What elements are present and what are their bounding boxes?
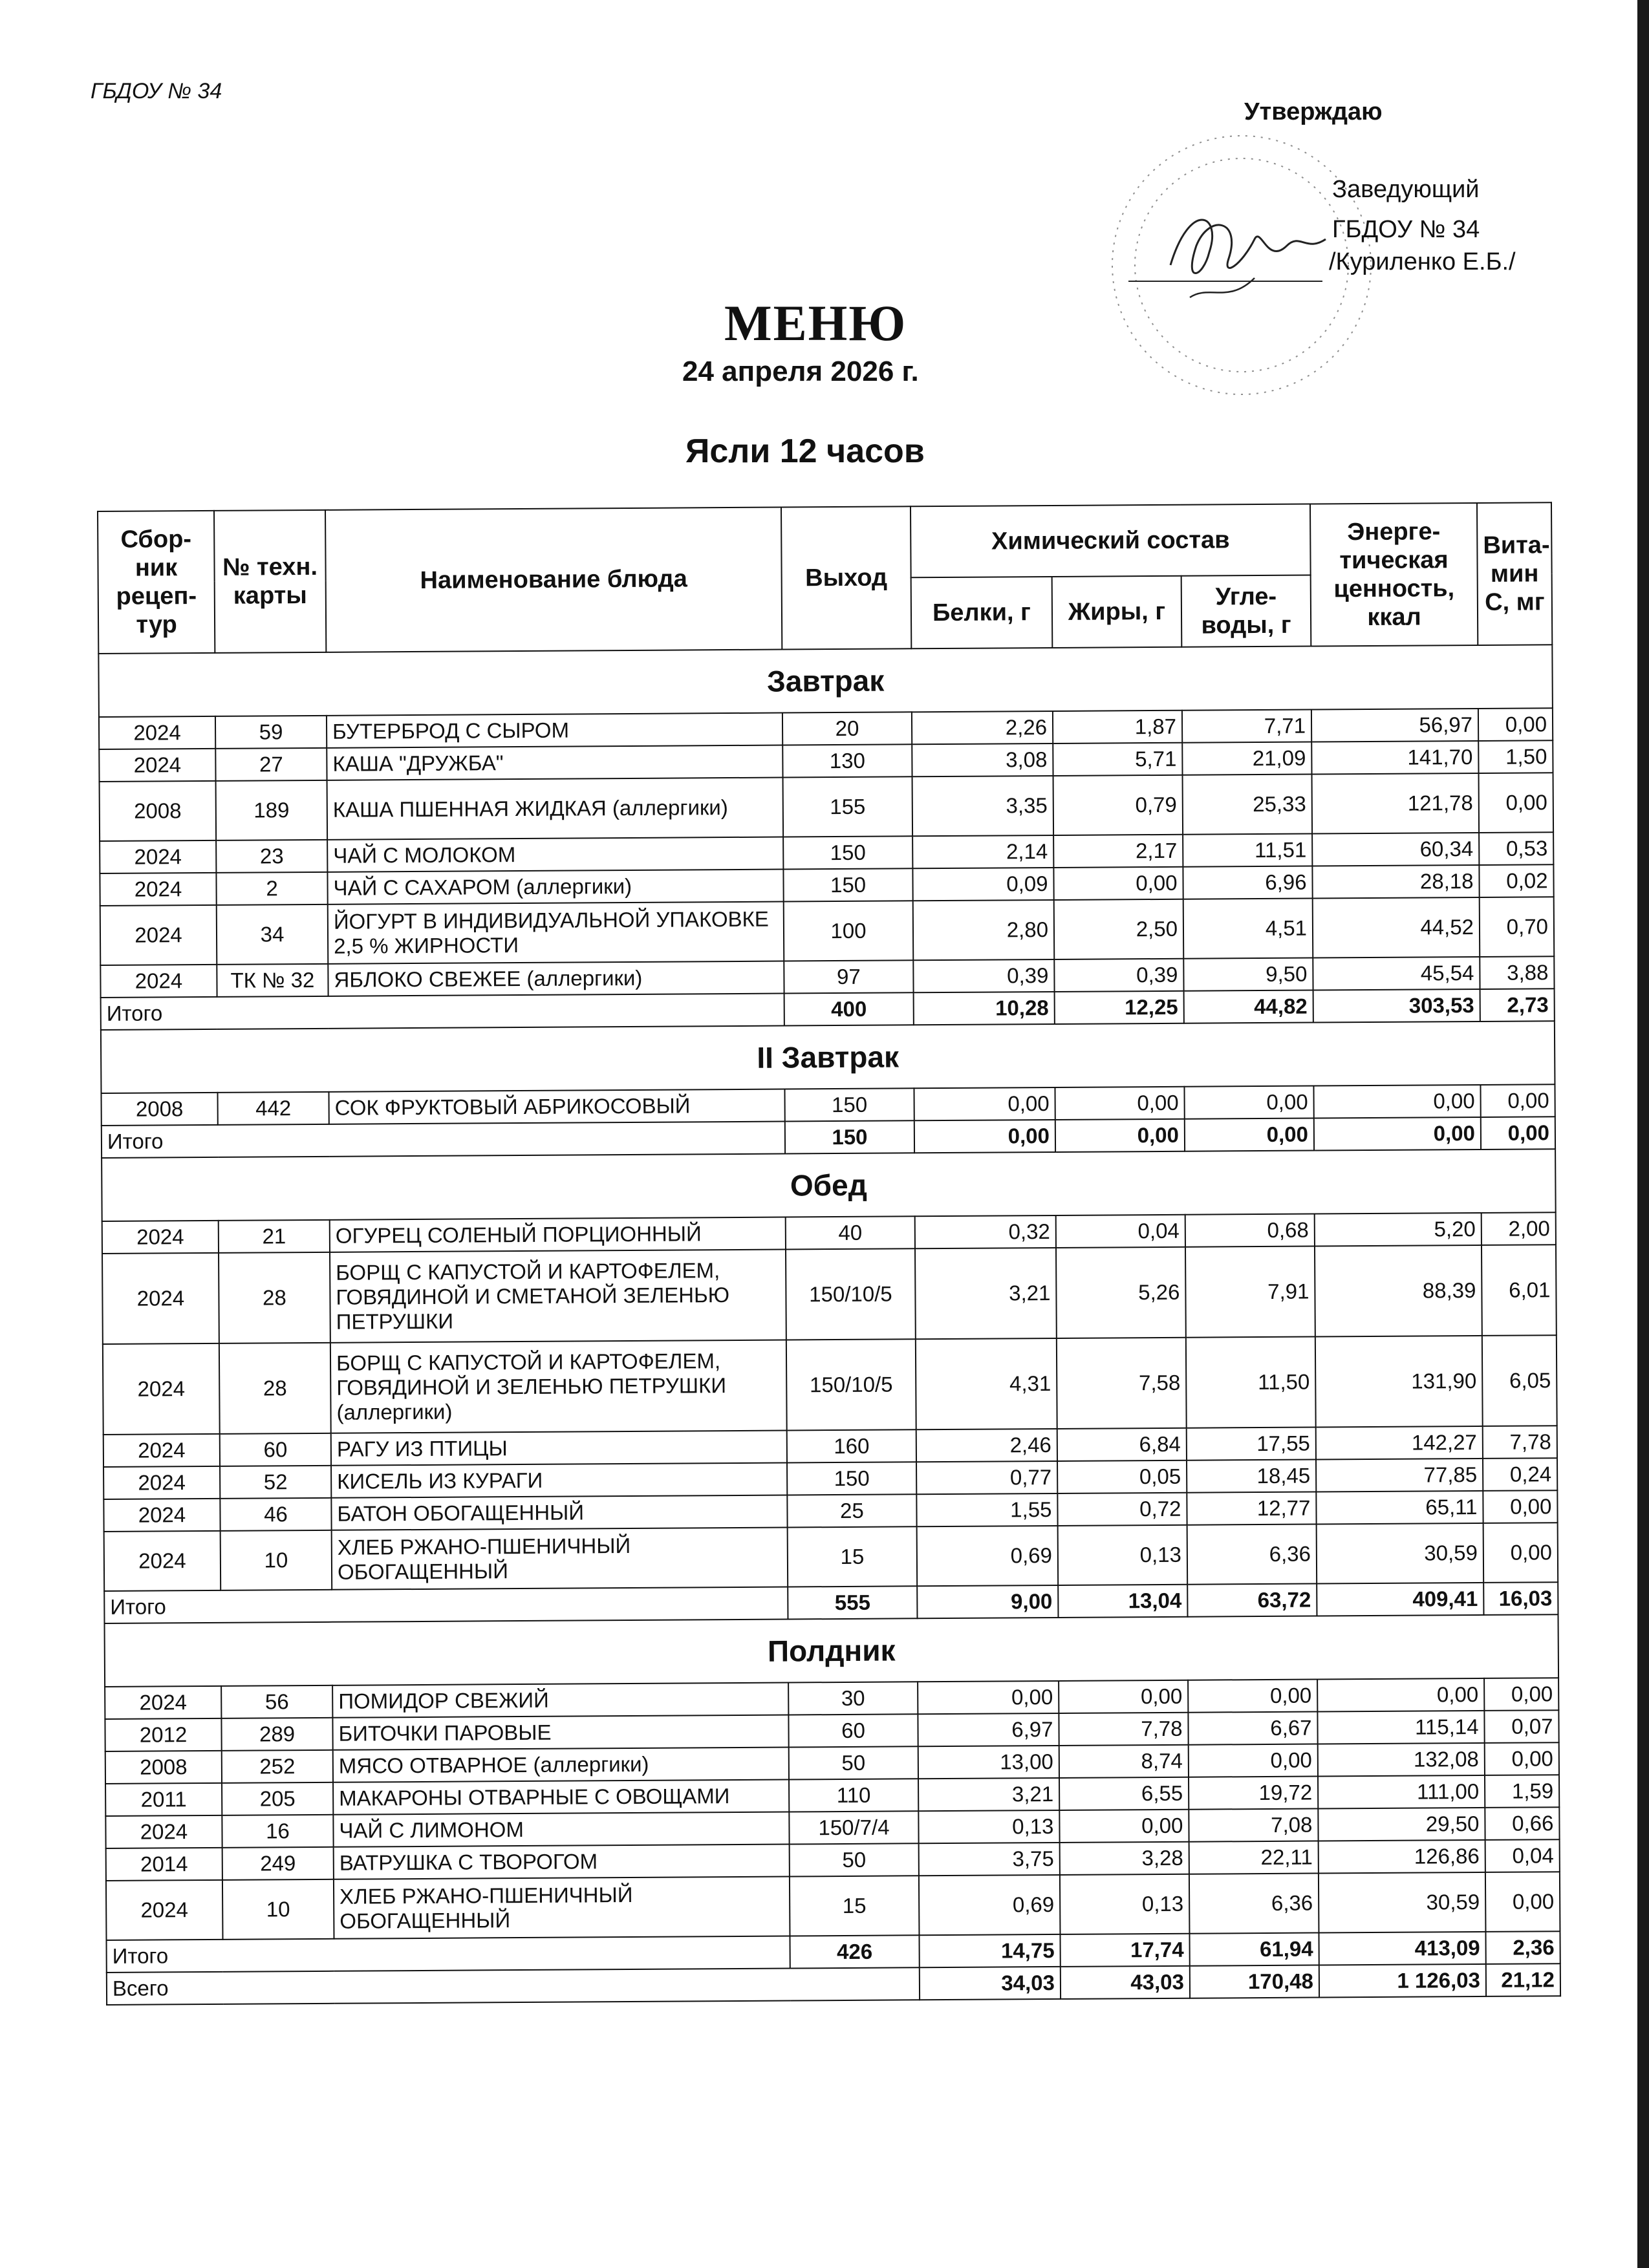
protein-cell: 0,77 xyxy=(916,1461,1057,1494)
output-cell: 130 xyxy=(782,744,912,777)
output-cell: 20 xyxy=(782,712,912,745)
carbs-cell: 0,00 xyxy=(1188,1680,1317,1713)
total-output: 400 xyxy=(784,992,914,1025)
carbs-cell: 0,68 xyxy=(1185,1214,1315,1247)
carbs-cell: 9,50 xyxy=(1183,958,1313,991)
output-cell: 25 xyxy=(787,1494,916,1527)
energy-cell: 142,27 xyxy=(1316,1426,1483,1460)
vitamin-c-cell: 2,00 xyxy=(1482,1212,1556,1245)
energy-cell: 60,34 xyxy=(1312,833,1479,866)
section-title: Полдник xyxy=(105,1614,1559,1687)
tech-card-cell: 27 xyxy=(215,748,327,781)
output-cell: 150/10/5 xyxy=(786,1339,916,1430)
energy-cell: 30,59 xyxy=(1319,1872,1486,1933)
carbs-cell: 11,51 xyxy=(1183,834,1312,867)
output-cell: 150 xyxy=(783,836,912,869)
collection-cell: 2014 xyxy=(106,1848,222,1881)
output-cell: 160 xyxy=(787,1429,916,1462)
energy-cell: 28,18 xyxy=(1312,865,1479,899)
collection-cell: 2024 xyxy=(105,1686,221,1719)
dish-name-cell: БОРЩ С КАПУСТОЙ И КАРТОФЕЛЕМ, ГОВЯДИНОЙ И СМЕТАНОЙ ЗЕЛЕНЬЮ ПЕТРУШКИ xyxy=(330,1250,786,1343)
scan-edge xyxy=(1637,0,1649,2268)
tech-card-cell: 56 xyxy=(221,1685,332,1718)
total-output: 555 xyxy=(788,1586,917,1619)
collection-cell: 2024 xyxy=(102,1253,219,1344)
col-fat: Жиры, г xyxy=(1052,576,1182,648)
total-vitamin-c: 2,73 xyxy=(1480,989,1555,1022)
protein-cell: 0,69 xyxy=(917,1526,1059,1586)
table-row xyxy=(103,1335,1557,1435)
dish-name-cell: ЧАЙ С ЛИМОНОМ xyxy=(333,1812,789,1846)
collection-cell: 2011 xyxy=(105,1783,222,1816)
tech-card-cell: 16 xyxy=(222,1815,333,1848)
vitamin-c-cell: 0,53 xyxy=(1479,832,1553,865)
section-header xyxy=(98,645,1553,717)
total-protein: 14,75 xyxy=(919,1934,1060,1967)
energy-cell: 132,08 xyxy=(1318,1743,1485,1777)
vitamin-c-cell: 0,04 xyxy=(1485,1839,1560,1872)
total-fat: 12,25 xyxy=(1055,991,1184,1024)
fat-cell: 0,04 xyxy=(1056,1215,1185,1248)
table-row xyxy=(100,773,1554,841)
carbs-cell: 7,91 xyxy=(1185,1246,1315,1338)
output-cell: 150/7/4 xyxy=(789,1811,918,1844)
protein-cell: 3,21 xyxy=(915,1248,1057,1339)
collection-cell: 2008 xyxy=(102,1093,218,1126)
col-vitamin-c: Вита- мин С, мг xyxy=(1477,502,1552,645)
collection-cell: 2024 xyxy=(100,873,216,906)
collection-cell: 2024 xyxy=(103,1466,220,1499)
energy-cell: 141,70 xyxy=(1311,741,1478,775)
fat-cell: 7,58 xyxy=(1057,1338,1187,1429)
protein-cell: 0,39 xyxy=(913,959,1054,992)
dish-name-cell: ЧАЙ С МОЛОКОМ xyxy=(327,837,783,872)
total-energy: 0,00 xyxy=(1314,1117,1481,1151)
vitamin-c-cell: 0,02 xyxy=(1479,864,1553,897)
output-cell: 40 xyxy=(786,1216,915,1249)
collection-cell: 2024 xyxy=(99,749,215,782)
energy-cell: 115,14 xyxy=(1317,1711,1484,1744)
carbs-cell: 19,72 xyxy=(1189,1777,1318,1810)
collection-cell: 2024 xyxy=(106,1880,223,1940)
vitamin-c-cell: 0,00 xyxy=(1485,1872,1560,1932)
vitamin-c-cell: 6,05 xyxy=(1482,1335,1557,1426)
collection-cell: 2024 xyxy=(103,1343,220,1435)
energy-cell: 65,11 xyxy=(1316,1491,1483,1524)
output-cell: 30 xyxy=(788,1682,918,1715)
vitamin-c-cell: 6,01 xyxy=(1482,1245,1557,1336)
carbs-cell: 6,36 xyxy=(1187,1524,1317,1585)
vitamin-c-cell: 1,50 xyxy=(1478,740,1553,773)
collection-cell: 2024 xyxy=(103,1434,220,1467)
section-title: Обед xyxy=(102,1149,1556,1221)
vitamin-c-cell: 0,00 xyxy=(1480,1084,1555,1117)
tech-card-cell: 10 xyxy=(221,1530,332,1590)
dish-name-cell: КИСЕЛЬ ИЗ КУРАГИ xyxy=(331,1463,787,1498)
energy-cell: 88,39 xyxy=(1315,1245,1482,1337)
fat-cell: 0,00 xyxy=(1059,1810,1189,1843)
vitamin-c-cell: 0,66 xyxy=(1485,1807,1559,1840)
total-energy: 413,09 xyxy=(1319,1932,1485,1965)
total-carbs: 63,72 xyxy=(1187,1584,1317,1617)
protein-cell: 0,09 xyxy=(912,868,1053,901)
tech-card-cell: 52 xyxy=(220,1466,331,1499)
dish-name-cell: БУТЕРБРОД С СЫРОМ xyxy=(327,713,782,748)
doc-subtitle: Ясли 12 часов xyxy=(685,433,925,470)
carbs-cell: 0,00 xyxy=(1184,1086,1313,1119)
fat-cell: 7,78 xyxy=(1059,1713,1188,1746)
table-row xyxy=(106,1872,1560,1940)
fat-cell: 8,74 xyxy=(1059,1745,1189,1778)
carbs-cell: 4,51 xyxy=(1183,899,1313,959)
total-carbs: 61,94 xyxy=(1189,1932,1319,1965)
total-protein: 0,00 xyxy=(914,1120,1055,1153)
table-row xyxy=(102,1245,1557,1344)
collection-cell: 2008 xyxy=(105,1751,222,1784)
col-dish-name: Наименование блюда xyxy=(325,508,782,652)
vitamin-c-cell: 0,00 xyxy=(1483,1490,1557,1523)
table-row xyxy=(100,897,1555,965)
energy-cell: 44,52 xyxy=(1313,897,1480,958)
total-carbs: 44,82 xyxy=(1184,990,1313,1023)
fat-cell: 0,05 xyxy=(1057,1460,1187,1493)
output-cell: 155 xyxy=(783,776,913,837)
energy-cell: 121,78 xyxy=(1312,773,1480,834)
dish-name-cell: БИТОЧКИ ПАРОВЫЕ xyxy=(332,1715,788,1750)
doc-title: МЕНЮ xyxy=(724,295,907,351)
fat-cell: 5,71 xyxy=(1053,743,1182,776)
total-energy: 303,53 xyxy=(1313,989,1480,1023)
output-cell: 60 xyxy=(788,1714,918,1747)
collection-cell: 2024 xyxy=(99,716,215,749)
tech-card-cell: 252 xyxy=(222,1750,333,1783)
dish-name-cell: ВАТРУШКА С ТВОРОГОМ xyxy=(334,1844,790,1879)
fat-cell: 2,50 xyxy=(1054,899,1184,959)
output-cell: 150 xyxy=(783,868,912,901)
grand-total-vitamin-c: 21,12 xyxy=(1486,1963,1560,1996)
energy-cell: 5,20 xyxy=(1315,1213,1482,1246)
vitamin-c-cell: 0,00 xyxy=(1484,1678,1558,1711)
carbs-cell: 12,77 xyxy=(1187,1492,1316,1525)
dish-name-cell: КАША "ДРУЖБА" xyxy=(327,745,782,780)
protein-cell: 0,13 xyxy=(918,1810,1059,1843)
protein-cell: 1,55 xyxy=(916,1493,1057,1526)
collection-cell: 2024 xyxy=(104,1531,221,1591)
collection-cell: 2024 xyxy=(105,1815,222,1848)
vitamin-c-cell: 7,78 xyxy=(1483,1426,1557,1459)
protein-cell: 3,21 xyxy=(918,1778,1059,1811)
dish-name-cell: ОГУРЕЦ СОЛЕНЫЙ ПОРЦИОННЫЙ xyxy=(330,1217,786,1252)
section-title: II Завтрак xyxy=(101,1021,1555,1093)
energy-cell: 77,85 xyxy=(1316,1459,1483,1492)
fat-cell: 3,28 xyxy=(1060,1842,1189,1875)
total-vitamin-c: 2,36 xyxy=(1485,1931,1560,1964)
fat-cell: 1,87 xyxy=(1053,711,1182,744)
output-cell: 150 xyxy=(787,1462,916,1495)
section-title: Завтрак xyxy=(98,645,1553,717)
grand-total-energy: 1 126,03 xyxy=(1319,1964,1486,1998)
total-protein: 9,00 xyxy=(917,1585,1058,1618)
energy-cell: 29,50 xyxy=(1318,1808,1485,1841)
section-header xyxy=(102,1149,1556,1221)
output-cell: 150 xyxy=(784,1088,914,1121)
grand-total-label: Всего xyxy=(107,1967,920,2005)
energy-cell: 30,59 xyxy=(1317,1523,1484,1584)
grand-total-protein: 34,03 xyxy=(920,1967,1061,2000)
carbs-cell: 17,55 xyxy=(1187,1428,1316,1460)
protein-cell: 0,00 xyxy=(918,1681,1059,1714)
output-cell: 50 xyxy=(789,1746,918,1779)
col-tech-card: № техн. карты xyxy=(214,510,326,653)
total-vitamin-c: 16,03 xyxy=(1483,1582,1558,1615)
approve-position: Заведующий xyxy=(1332,176,1480,203)
approve-title: Утверждаю xyxy=(1244,98,1383,125)
dish-name-cell: ПОМИДОР СВЕЖИЙ xyxy=(332,1683,788,1718)
col-collection: Сбор- ник рецеп- тур xyxy=(98,511,215,654)
vitamin-c-cell: 0,00 xyxy=(1483,1523,1558,1583)
fat-cell: 6,84 xyxy=(1057,1428,1187,1461)
col-carbs: Угле- воды, г xyxy=(1181,575,1311,647)
approve-name: /Куриленко Е.Б./ xyxy=(1329,248,1516,275)
col-output: Выход xyxy=(781,506,911,649)
total-fat: 17,74 xyxy=(1060,1934,1189,1967)
tech-card-cell: 28 xyxy=(219,1343,331,1434)
dish-name-cell: ХЛЕБ РЖАНО-ПШЕНИЧНЫЙ ОБОГАЩЕННЫЙ xyxy=(334,1876,790,1938)
protein-cell: 13,00 xyxy=(918,1746,1059,1779)
protein-cell: 4,31 xyxy=(916,1338,1057,1429)
dish-name-cell: ЯБЛОКО СВЕЖЕЕ (аллергики) xyxy=(328,961,784,996)
carbs-cell: 6,36 xyxy=(1189,1874,1319,1934)
total-fat: 13,04 xyxy=(1058,1585,1187,1618)
fat-cell: 0,72 xyxy=(1057,1493,1187,1526)
section-header xyxy=(101,1021,1555,1093)
energy-cell: 56,97 xyxy=(1311,709,1478,742)
dish-name-cell: КАША ПШЕННАЯ ЖИДКАЯ (аллергики) xyxy=(327,778,784,840)
vitamin-c-cell: 0,07 xyxy=(1484,1710,1558,1743)
tech-card-cell: 28 xyxy=(219,1252,330,1343)
approve-block xyxy=(1332,169,1480,250)
output-cell: 100 xyxy=(784,901,914,961)
carbs-cell: 25,33 xyxy=(1183,775,1313,835)
carbs-cell: 22,11 xyxy=(1189,1841,1319,1874)
fat-cell: 0,00 xyxy=(1059,1680,1188,1713)
vitamin-c-cell: 0,00 xyxy=(1485,1742,1559,1775)
vitamin-c-cell: 1,59 xyxy=(1485,1775,1559,1808)
tech-card-cell: 23 xyxy=(216,840,327,873)
dish-name-cell: БОРЩ С КАПУСТОЙ И КАРТОФЕЛЕМ, ГОВЯДИНОЙ И ЗЕЛЕНЬЮ ПЕТРУШКИ (аллергики) xyxy=(330,1340,787,1433)
carbs-cell: 0,00 xyxy=(1189,1744,1318,1777)
tech-card-cell: 46 xyxy=(220,1498,331,1531)
protein-cell: 3,75 xyxy=(919,1843,1060,1876)
total-carbs: 0,00 xyxy=(1185,1118,1314,1151)
fat-cell: 0,00 xyxy=(1055,1087,1184,1120)
carbs-cell: 6,67 xyxy=(1188,1712,1317,1745)
tech-card-cell: 10 xyxy=(222,1879,334,1940)
energy-cell: 0,00 xyxy=(1313,1085,1480,1118)
tech-card-cell: 249 xyxy=(222,1847,334,1880)
menu-body xyxy=(98,645,1560,2005)
total-label: Итого xyxy=(104,1587,788,1623)
fat-cell: 0,79 xyxy=(1053,775,1183,835)
fat-cell: 2,17 xyxy=(1053,835,1183,868)
output-cell: 15 xyxy=(788,1526,918,1587)
energy-cell: 45,54 xyxy=(1313,957,1480,990)
vitamin-c-cell: 0,70 xyxy=(1480,897,1555,957)
collection-cell: 2008 xyxy=(100,781,217,841)
dish-name-cell: ЙОГУРТ В ИНДИВИДУАЛЬНОЙ УПАКОВКЕ 2,5 % ЖИРНОСТИ xyxy=(328,902,784,964)
vitamin-c-cell: 3,88 xyxy=(1480,956,1554,989)
fat-cell: 0,13 xyxy=(1060,1874,1190,1934)
dish-name-cell: МАКАРОНЫ ОТВАРНЫЕ С ОВОЩАМИ xyxy=(333,1780,789,1815)
collection-cell: 2024 xyxy=(100,905,217,965)
protein-cell: 6,97 xyxy=(918,1713,1059,1746)
carbs-cell: 11,50 xyxy=(1186,1337,1316,1428)
dish-name-cell: СОК ФРУКТОВЫЙ АБРИКОСОВЫЙ xyxy=(329,1089,784,1124)
org-label: ГБДОУ № 34 xyxy=(91,79,222,103)
dish-name-cell: ЧАЙ С САХАРОМ (аллергики) xyxy=(327,870,783,904)
carbs-cell: 21,09 xyxy=(1182,742,1311,775)
protein-cell: 3,35 xyxy=(912,776,1054,836)
fat-cell: 0,13 xyxy=(1058,1525,1188,1585)
dish-name-cell: ХЛЕБ РЖАНО-ПШЕНИЧНЫЙ ОБОГАЩЕННЫЙ xyxy=(332,1528,788,1590)
carbs-cell: 7,08 xyxy=(1189,1809,1318,1842)
collection-cell: 2024 xyxy=(100,965,217,998)
energy-cell: 111,00 xyxy=(1318,1775,1485,1809)
grand-total-carbs: 170,48 xyxy=(1190,1965,1319,1998)
protein-cell: 0,32 xyxy=(915,1215,1056,1248)
protein-cell: 0,69 xyxy=(919,1875,1061,1935)
carbs-cell: 18,45 xyxy=(1187,1460,1316,1493)
protein-cell: 3,08 xyxy=(912,744,1053,776)
tech-card-cell: 59 xyxy=(215,716,327,749)
tech-card-cell: 60 xyxy=(220,1433,331,1466)
total-output: 426 xyxy=(790,1935,919,1968)
output-cell: 150/10/5 xyxy=(786,1248,916,1340)
table-row xyxy=(104,1523,1558,1591)
total-protein: 10,28 xyxy=(914,992,1055,1025)
protein-cell: 2,80 xyxy=(913,900,1055,960)
total-label: Итого xyxy=(107,1936,790,1972)
tech-card-cell: 289 xyxy=(221,1718,332,1751)
carbs-cell: 6,96 xyxy=(1183,866,1312,899)
doc-date: 24 апреля 2026 г. xyxy=(682,356,919,387)
vitamin-c-cell: 0,24 xyxy=(1483,1458,1557,1491)
tech-card-cell: 205 xyxy=(222,1782,333,1815)
tech-card-cell: 442 xyxy=(218,1092,329,1125)
energy-cell: 131,90 xyxy=(1315,1336,1483,1428)
dish-name-cell: РАГУ ИЗ ПТИЦЫ xyxy=(331,1431,787,1466)
grand-total-fat: 43,03 xyxy=(1061,1966,1190,1999)
energy-cell: 126,86 xyxy=(1319,1840,1485,1874)
signature-line xyxy=(1128,281,1322,282)
tech-card-cell: ТК № 32 xyxy=(217,964,328,997)
carbs-cell: 7,71 xyxy=(1182,710,1311,743)
protein-cell: 2,26 xyxy=(912,711,1053,744)
col-protein: Белки, г xyxy=(911,577,1053,648)
protein-cell: 2,46 xyxy=(916,1429,1057,1462)
fat-cell: 0,39 xyxy=(1054,959,1183,992)
total-output: 150 xyxy=(785,1120,914,1153)
protein-cell: 0,00 xyxy=(914,1087,1055,1120)
tech-card-cell: 2 xyxy=(216,872,327,905)
collection-cell: 2012 xyxy=(105,1718,221,1751)
tech-card-cell: 34 xyxy=(217,904,329,965)
total-energy: 409,41 xyxy=(1317,1583,1483,1616)
total-fat: 0,00 xyxy=(1055,1119,1185,1152)
dish-name-cell: МЯСО ОТВАРНОЕ (аллергики) xyxy=(333,1748,789,1782)
protein-cell: 2,14 xyxy=(912,835,1053,868)
dish-name-cell: БАТОН ОБОГАЩЕННЫЙ xyxy=(331,1495,787,1530)
section-header xyxy=(105,1614,1559,1687)
collection-cell: 2024 xyxy=(103,1499,220,1532)
collection-cell: 2024 xyxy=(100,840,216,873)
fat-cell: 0,00 xyxy=(1053,867,1183,900)
output-cell: 110 xyxy=(789,1779,918,1812)
total-vitamin-c: 0,00 xyxy=(1481,1117,1555,1150)
menu-table xyxy=(97,502,1561,2006)
fat-cell: 5,26 xyxy=(1056,1247,1186,1338)
col-chemical: Химический состав xyxy=(911,504,1311,578)
fat-cell: 6,55 xyxy=(1059,1777,1189,1810)
output-cell: 15 xyxy=(790,1876,920,1936)
output-cell: 97 xyxy=(784,960,913,993)
tech-card-cell: 189 xyxy=(216,780,328,840)
approve-org: ГБДОУ № 34 xyxy=(1332,216,1480,243)
collection-cell: 2024 xyxy=(102,1221,219,1254)
col-energy: Энерге- тическая ценность, ккал xyxy=(1310,503,1478,647)
energy-cell: 0,00 xyxy=(1317,1678,1484,1712)
output-cell: 50 xyxy=(790,1843,919,1876)
vitamin-c-cell: 0,00 xyxy=(1479,773,1554,833)
vitamin-c-cell: 0,00 xyxy=(1478,708,1553,741)
total-label: Итого xyxy=(101,994,784,1030)
tech-card-cell: 21 xyxy=(219,1220,330,1253)
total-label: Итого xyxy=(102,1122,785,1158)
